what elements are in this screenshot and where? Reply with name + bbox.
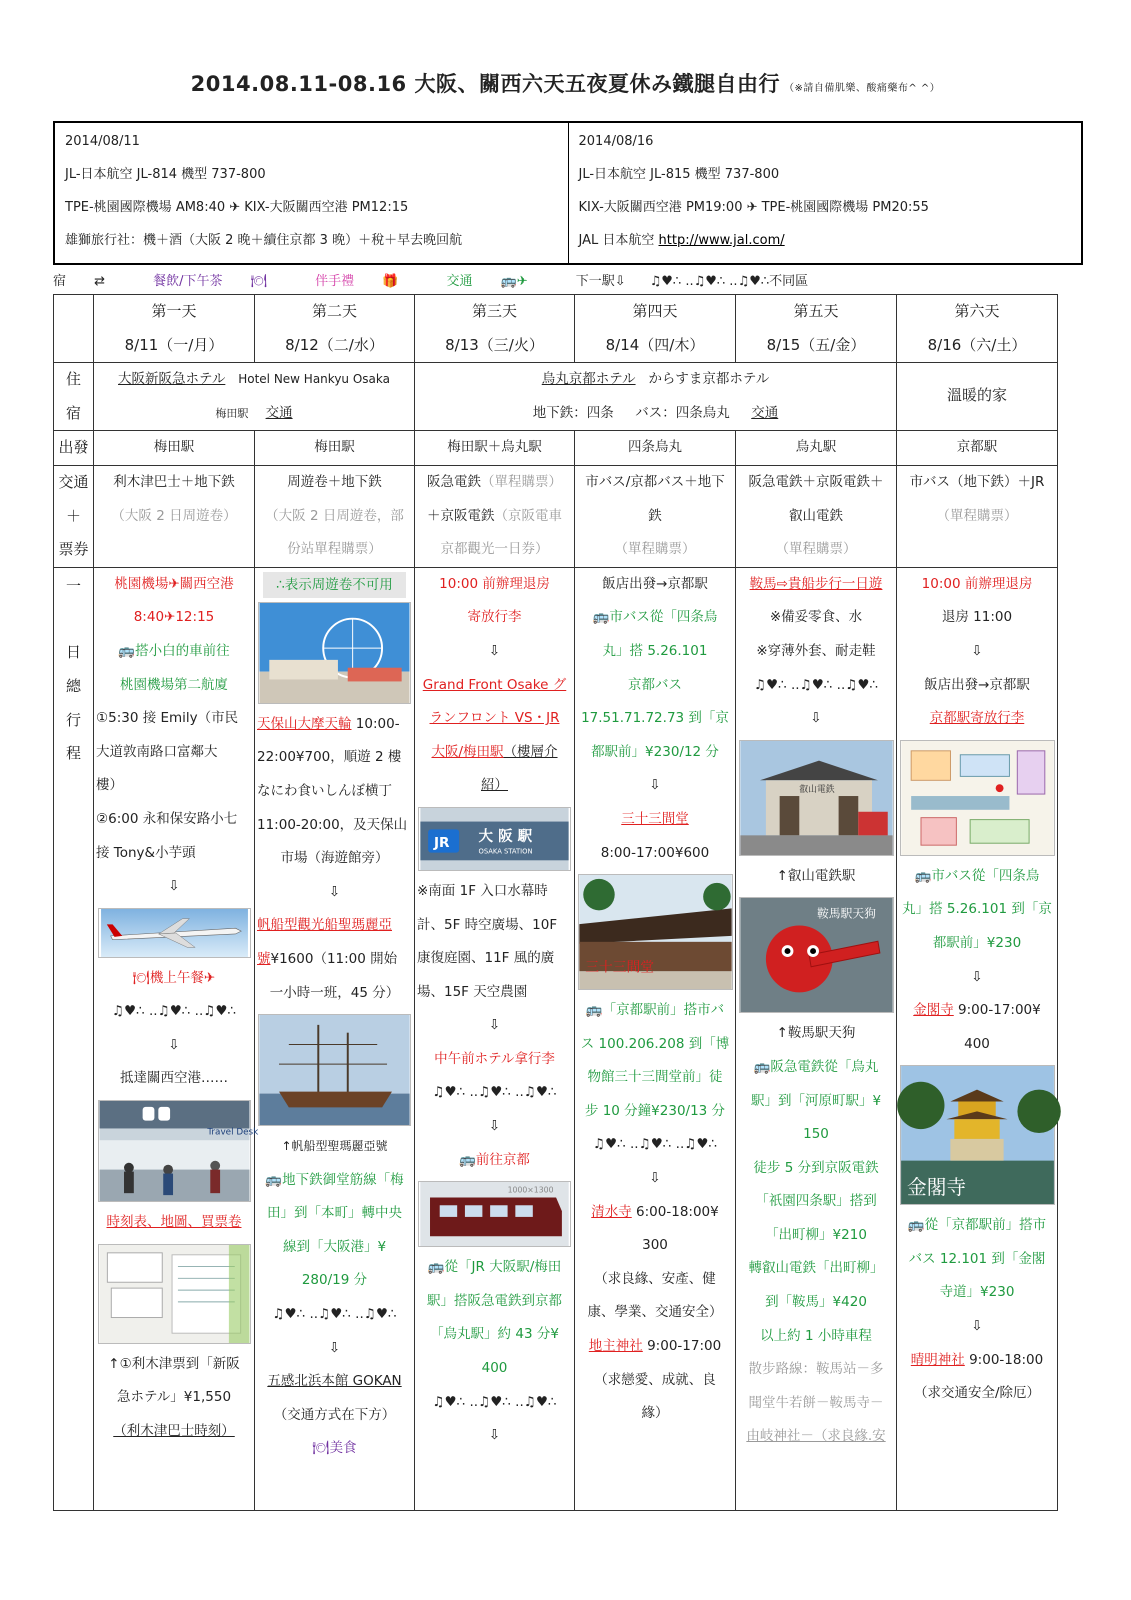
- osaka-station-sign: 大 阪 駅: [478, 828, 533, 845]
- day-header: 第六天 8/16（六/土）: [897, 295, 1058, 363]
- title-note: （※請自備肌樂、酸痛藥布^ ^）: [783, 83, 941, 94]
- ticket-cell: 周遊卷＋地下鉄 （大阪 2 日周遊卷，部 份站單程購票）: [255, 465, 415, 567]
- legend-stay: 宿 ⇄: [53, 273, 106, 289]
- kyoto-station-map: [900, 740, 1055, 856]
- day-header: 第一天 8/11（一/月）: [94, 295, 255, 363]
- bus-icon: 🚌: [459, 1151, 476, 1168]
- jal-link[interactable]: http://www.jal.com/: [658, 233, 785, 248]
- corner-cell: [54, 295, 94, 363]
- plane-icon: ✈: [203, 969, 216, 986]
- travel-desk-photo: [98, 1100, 258, 1202]
- header-row: [54, 295, 1058, 363]
- airplane-photo: [98, 908, 251, 958]
- legend: [53, 267, 832, 291]
- inbound-route: KIX-大阪關西空港 PM19:00 ✈ TPE-桃園國際機場 PM20:55: [578, 200, 929, 215]
- row-label-itinerary: 一 日 總 行 程: [54, 567, 94, 1510]
- ticket-cell: 市バス/京都バス＋地下 鉄 （單程購票）: [575, 465, 736, 567]
- legend-divider: ♫♥∴ ..♫♥∴ ..♫♥∴不同區: [649, 273, 809, 289]
- legend-transport: 交通 🚌✈: [446, 273, 528, 289]
- depart-cell: 京都駅: [897, 431, 1058, 466]
- row-label-ticket: 交通 ＋ 票券: [54, 465, 94, 567]
- ticket-cell: 市バス（地下鉄）＋JR （單程購票）: [897, 465, 1058, 567]
- tengu-label: 鞍馬駅天狗: [816, 906, 876, 921]
- bus-icon: 🚌: [427, 1259, 445, 1276]
- eizan-station-sign: 叡山電鉄: [798, 784, 835, 795]
- title-main: 2014.08.11-08.16 大阪、關西六天五夜夏休み鐵腿自由行: [190, 72, 780, 96]
- meal-icon: 🍽: [250, 273, 268, 289]
- ticket-cell: 阪急電鉄（單程購票） ＋京阪電鉄（京阪電車 京都觀光一日券）: [415, 465, 575, 567]
- legend-meal: 餐飲/下午茶 🍽: [153, 273, 268, 289]
- bus-icon: 🚌✈: [500, 273, 528, 289]
- outbound-route: TPE-桃園國際機場 AM8:40 ✈ KIX-大阪關西空港 PM12:15: [65, 200, 409, 215]
- bus-icon: 🚌: [585, 1002, 603, 1019]
- day6-itinerary: 10:00 前辦理退房 退房 11:00 ⇩ 飯店出發→京都駅 京都駅寄放行李 🚌市バス從「四条烏 丸」搭 5.26.101 到「京 都駅前」¥230 ⇩ 金閣寺 9:00-17:00¥ 400 金閣寺 🚌從「京都駅前」搭市 バス 12.101 到「金閣 寺道」¥230 ⇩ 晴明神社 9:00-18:00 （求交通安全/除厄）: [897, 567, 1058, 1510]
- kinkakuji-photo: [900, 1065, 1055, 1205]
- inbound-link-prefix: JAL 日本航空: [578, 233, 659, 248]
- bus-icon: 🚌: [753, 1058, 771, 1075]
- ticket-cell: 阪急電鉄＋京阪電鉄＋ 叡山電鉄 （單程購票）: [736, 465, 897, 567]
- train-watermark: 1000×1300: [507, 1185, 554, 1195]
- car-icon: ⇄: [94, 273, 106, 289]
- ticket-row: [54, 465, 1058, 567]
- itinerary-row: [54, 567, 1058, 1510]
- row-label-stay: 住 宿: [54, 363, 94, 431]
- stay-osaka: 大阪新阪急ホテル Hotel New Hankyu Osaka 梅田駅 交通: [94, 363, 415, 431]
- meal-icon: 🍽: [132, 969, 150, 986]
- day-header: 第四天 8/14（四/木）: [575, 295, 736, 363]
- osaka-station-sign-en: OSAKA STATION: [478, 847, 533, 856]
- kurama-tengu-photo: [739, 897, 894, 1013]
- meal-icon: 🍽: [312, 1440, 330, 1457]
- inbound-flight-no: JL-日本航空 JL-815 機型 737-800: [578, 167, 780, 182]
- ticket-photo: [98, 1244, 251, 1344]
- travel-desk-sign: Travel Desk: [206, 1127, 258, 1138]
- depart-cell: 四条烏丸: [575, 431, 736, 466]
- bus-icon: 🚌: [907, 1217, 925, 1234]
- sanjusangendo-photo: [578, 874, 733, 990]
- stay-kyoto-transport-link[interactable]: 交通: [751, 404, 779, 421]
- row-label-depart: 出發: [54, 431, 94, 466]
- day-header: 第五天 8/15（五/金）: [736, 295, 897, 363]
- kinkakuji-label: 金閣寺: [906, 1176, 966, 1200]
- stay-osaka-transport-link[interactable]: 交通: [265, 404, 293, 421]
- day4-itinerary: 飯店出發→京都駅 🚌市バス從「四条烏 丸」搭 5.26.101 京都バス 17.51.71.72.73 到「京 都駅前」¥230/12 分 ⇩ 三十三間堂 8:00-17:00¥600 三十三間堂 🚌「京都駅前」搭市バ ス 100.206.208 到「博 物館三十三間堂前」徒 步 10 分鐘¥230/13 分 ♫♥∴ ..♫♥∴ ..♫♥∴ ⇩ 清水寺 6:00-18:00¥ 300 （求良緣、安產、健 康、學業、交通安全） 地主神社 9:00-17:00 （求戀愛、成就、良 緣）: [575, 567, 736, 1510]
- depart-cell: 梅田駅: [255, 431, 415, 466]
- depart-cell: 梅田駅: [94, 431, 255, 466]
- inbound-link-line: [579, 228, 1072, 261]
- bus-icon: 🚌: [265, 1171, 283, 1188]
- day-header: 第二天 8/12（二/水）: [255, 295, 415, 363]
- bus-icon: 🚌: [118, 642, 136, 659]
- day-header: 第三天 8/13（三/火）: [415, 295, 575, 363]
- depart-cell: 烏丸駅: [736, 431, 897, 466]
- stay-row: [54, 363, 1058, 431]
- stay-kyoto: 烏丸京都ホテル からすま京都ホテル 地下鉄：四条 バス：四条烏丸 交通: [415, 363, 897, 431]
- page-title: [0, 68, 1131, 98]
- gift-icon: 🎁: [382, 273, 399, 289]
- day1-itinerary: 桃園機場✈關西空港 8:40✈12:15 🚌搭小白的車前往 桃園機場第二航廈 ①5:30 接 Emily（市民 大道敦南路口富鄰大 樓） ②6:00 永和保安路小七 接 Tony&小芋頭 ⇩ 🍽機上午餐✈ ♫♥∴ ..♫♥∴ ..♫♥∴ ⇩ 抵達關西空港…… Travel Desk 時刻表、地圖、買票卷 ↑①利木津票到「新阪 急ホテル」¥1,550 （利木津巴士時刻）: [94, 567, 255, 1510]
- hankyu-train-photo: [418, 1181, 571, 1247]
- tempozan-ferris-wheel-photo: [258, 602, 411, 704]
- jr-osaka-station-photo: [418, 807, 571, 871]
- inbound-flight: [568, 123, 1082, 263]
- legend-next: 下一駅⇩: [575, 273, 626, 289]
- outbound-agency: 雄獅旅行社：機＋酒（大阪 2 晚＋續住京都 3 晚）＋稅＋早去晚回航: [65, 233, 463, 248]
- bus-icon: 🚌: [914, 867, 932, 884]
- stay-home: 溫暖的家: [897, 363, 1058, 431]
- outbound-flight: [55, 123, 568, 263]
- eizan-station-photo: [739, 740, 894, 856]
- santa-maria-ship-photo: [258, 1014, 411, 1126]
- bus-icon: 🚌: [592, 609, 610, 626]
- ticket-cell: 利木津巴士＋地下鉄 （大阪 2 日周遊卷）: [94, 465, 255, 567]
- depart-cell: 梅田駅＋烏丸駅: [415, 431, 575, 466]
- day3-itinerary: 10:00 前辦理退房 寄放行李 ⇩ Grand Front Osake グ ランフロント VS・JR 大阪/梅田駅（樓層介 紹） JR 大 阪 駅 OSAKA STATION ※南面 1F 入口水幕時 計、5F 時空廣場、10F 康復庭園、11F 風的廣 場、15F 天空農園 ⇩ 中午前ホテル拿行李 ♫♥∴ ..♫♥∴ ..♫♥∴ ⇩ 🚌前往京都 1000×1300 🚌從「JR 大阪駅/梅田 駅」搭阪急電鉄到京都 「烏丸駅」約 43 分¥ 400 ♫♥∴ ..♫♥∴ ..♫♥∴ ⇩: [415, 567, 575, 1510]
- day5-itinerary: 鞍馬⇨貴船步行一日遊 ※備妥零食、水 ※穿薄外套、耐走鞋 ♫♥∴ ..♫♥∴ ..♫♥∴ ⇩ 叡山電鉄 ↑叡山電鉄駅 鞍馬駅天狗 ↑鞍馬駅天狗 🚌阪急電鉄從「烏丸 駅」到「河原町駅」¥ 150 徒步 5 分到京阪電鉄 「祇園四条駅」搭到 「出町柳」¥210 轉叡山電鉄「出町柳」 到「鞍馬」¥420 以上約 1 小時車程 散步路線：鞍馬站－多 聞堂牛若餅－鞍馬寺－ 由岐神社－（求良緣.安: [736, 567, 897, 1510]
- schedule-table: [53, 294, 1058, 1511]
- svg-text:JR: JR: [433, 834, 450, 851]
- sanjusangendo-label: 三十三間堂: [584, 959, 654, 976]
- flight-info-box: [53, 121, 1083, 265]
- legend-gift: 伴手禮 🎁: [315, 273, 399, 289]
- outbound-flight-no: JL-日本航空 JL-814 機型 737-800: [65, 167, 266, 182]
- inbound-date: 2014/08/16: [578, 134, 654, 149]
- outbound-date: 2014/08/11: [65, 134, 140, 149]
- day2-itinerary: ∴表示周遊卷不可用 天保山大摩天輪 10:00- 22:00¥700，順遊 2 樓 なにわ食いしんぼ横丁 11:00-20:00，及天保山 市場（海遊館旁） ⇩ 帆船型觀光船聖瑪麗亞 號¥1600（11:00 開始 一小時一班，45 分） ↑帆船型聖瑪麗亞號 🚌地下鉄御堂筋線「梅 田」到「本町」轉中央 線到「大阪港」¥ 280/19 分 ♫♥∴ ..♫♥∴ ..♫♥∴ ⇩ 五感北浜本館 GOKAN （交通方式在下方） 🍽美食: [255, 567, 415, 1510]
- depart-row: [54, 431, 1058, 466]
